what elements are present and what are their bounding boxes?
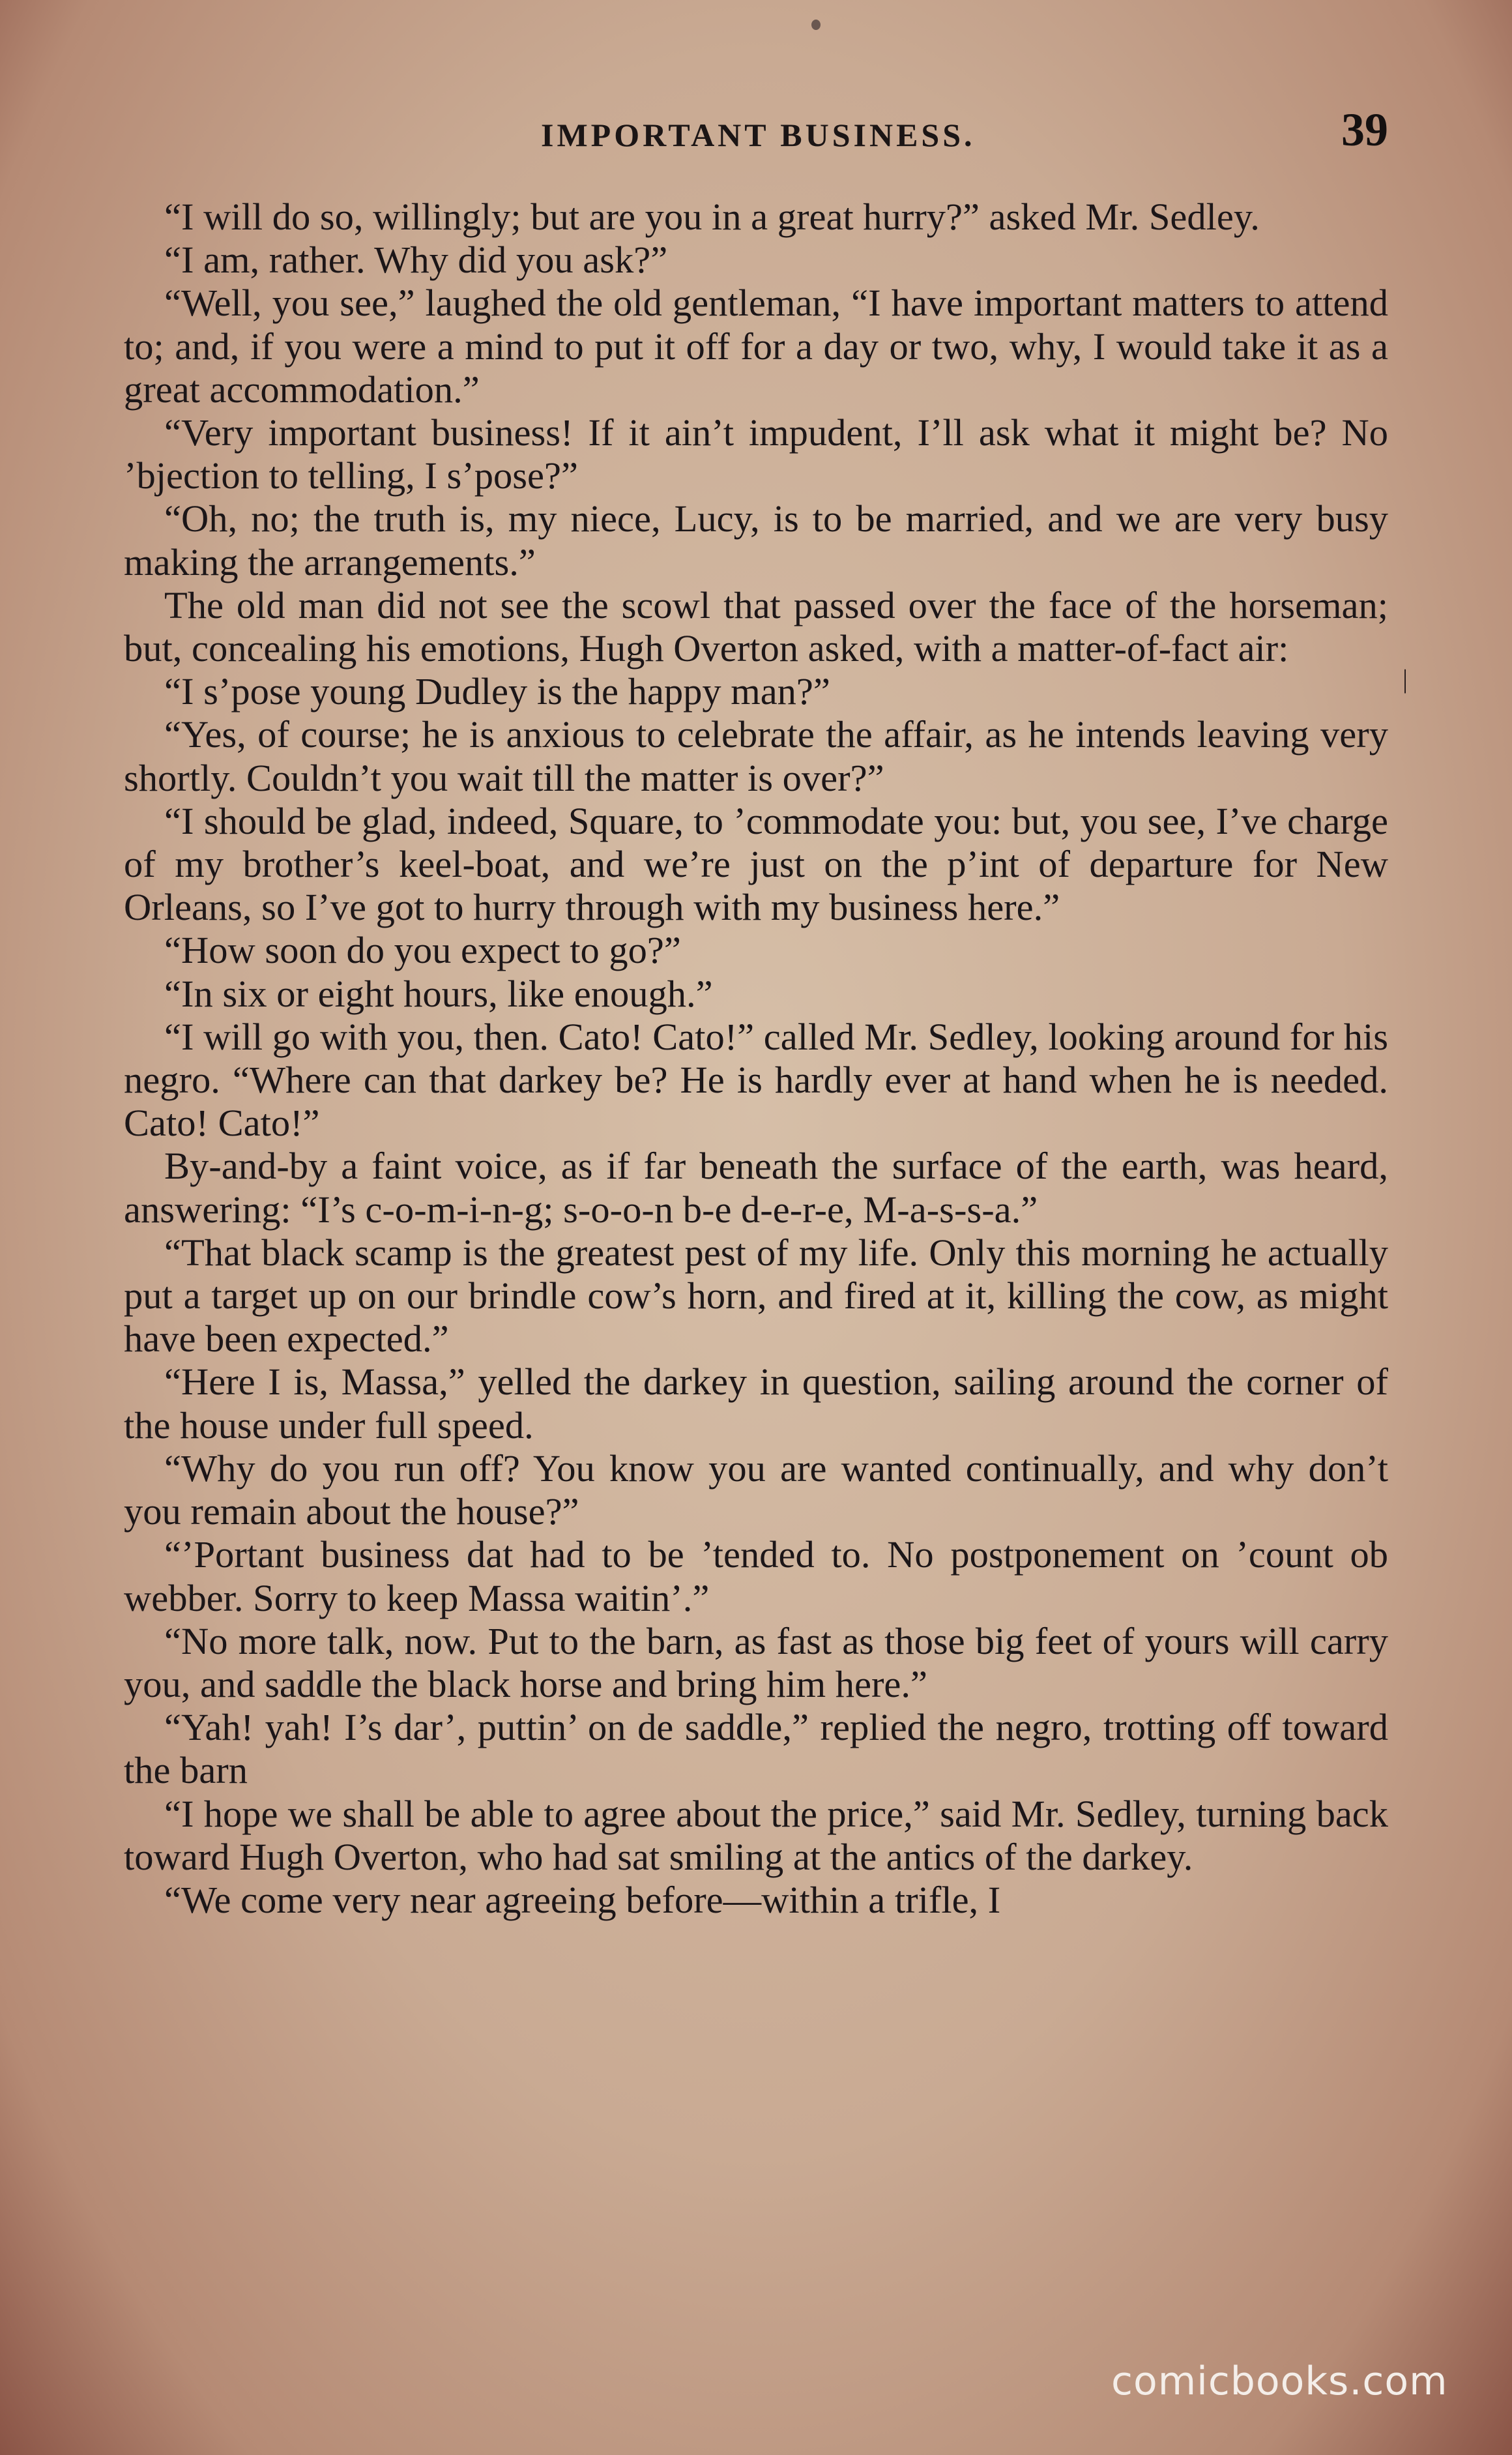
page-number: 39	[1341, 104, 1388, 156]
page-header	[124, 98, 1388, 169]
paragraph: “I will go with you, then. Cato! Cato!” called Mr. Sedley, looking around for his negro. “Where can that darkey be? He is hardly ever at hand when he is needed. Cato! Cato!”	[124, 1015, 1388, 1145]
paragraph: “Yah! yah! I’s dar’, puttin’ on de saddle,” replied the negro, trotting off toward the barn	[124, 1706, 1388, 1792]
running-head: IMPORTANT BUSINESS.	[541, 117, 976, 153]
paragraph: “I should be glad, indeed, Square, to ’commodate you: but, you see, I’ve charge of my brother’s keel-boat, and we’re just on the p’int of departure for New Orleans, so I’ve got to hurry through with my business here.”	[124, 799, 1388, 929]
paragraph: “Yes, of course; he is anxious to celebrate the affair, as he intends leaving very shortly. Couldn’t you wait till the matter is over?”	[124, 713, 1388, 799]
paragraph: “In six or eight hours, like enough.”	[164, 972, 713, 1015]
paragraph: “We come very near agreeing before—within a trifle, I	[164, 1878, 1001, 1921]
paragraph: “Here I is, Massa,” yelled the darkey in question, sailing around the corner of the house under full speed.	[124, 1360, 1388, 1447]
paragraph: By-and-by a faint voice, as if far beneath the surface of the earth, was heard, answering: “I’s c-o-m-i-n-g; s-o-o-n b-e d-e-r-e, M-a-s-s-a.”	[124, 1145, 1388, 1231]
paragraph: “Why do you run off? You know you are wanted continually, and why don’t you remain about the house?”	[124, 1447, 1388, 1533]
paragraph: “’Portant business dat had to be ’tended to. No postponement on ’count ob webber. Sorry to keep Massa waitin’.”	[124, 1533, 1388, 1619]
paragraph: “Well, you see,” laughed the old gentleman, “I have important matters to attend to; and, if you were a mind to put it off for a day or two, why, I would take it as a great accommodation.”	[124, 282, 1388, 411]
paragraph: “That black scamp is the greatest pest of my life. Only this morning he actually put a target up on our brindle cow’s horn, and fired at it, killing the cow, as might have been expected.”	[124, 1231, 1388, 1360]
watermark: comicbooks.com	[1111, 2359, 1448, 2404]
paragraph: “How soon do you expect to go?”	[164, 929, 681, 972]
paragraph: “I am, rather. Why did you ask?”	[164, 239, 668, 282]
paragraph: “Oh, no; the truth is, my niece, Lucy, is to be married, and we are very busy making the arrangements.”	[124, 497, 1388, 583]
paragraph: “I will do so, willingly; but are you in a great hurry?” asked Mr. Sedley.	[164, 196, 1260, 238]
paragraph: “No more talk, now. Put to the barn, as fast as those big feet of yours will carry you, and saddle the black horse and bring him here.”	[124, 1619, 1388, 1705]
paragraph: The old man did not see the scowl that passed over the face of the horseman; but, concealing his emotions, Hugh Overton asked, with a matter-of-fact air:	[124, 583, 1388, 670]
ink-speck	[811, 20, 821, 30]
margin-mark: |	[1403, 664, 1408, 694]
paragraph: “I hope we shall be able to agree about the price,” said Mr. Sedley, turning back toward Hugh Overton, who had sat smiling at the antics of the darkey.	[124, 1792, 1388, 1878]
paragraph: “Very important business! If it ain’t impudent, I’ll ask what it might be? No ’bjection to telling, I s’pose?”	[124, 411, 1388, 497]
paragraph: “I s’pose young Dudley is the happy man?”	[164, 670, 830, 713]
body-text	[124, 196, 1388, 1922]
